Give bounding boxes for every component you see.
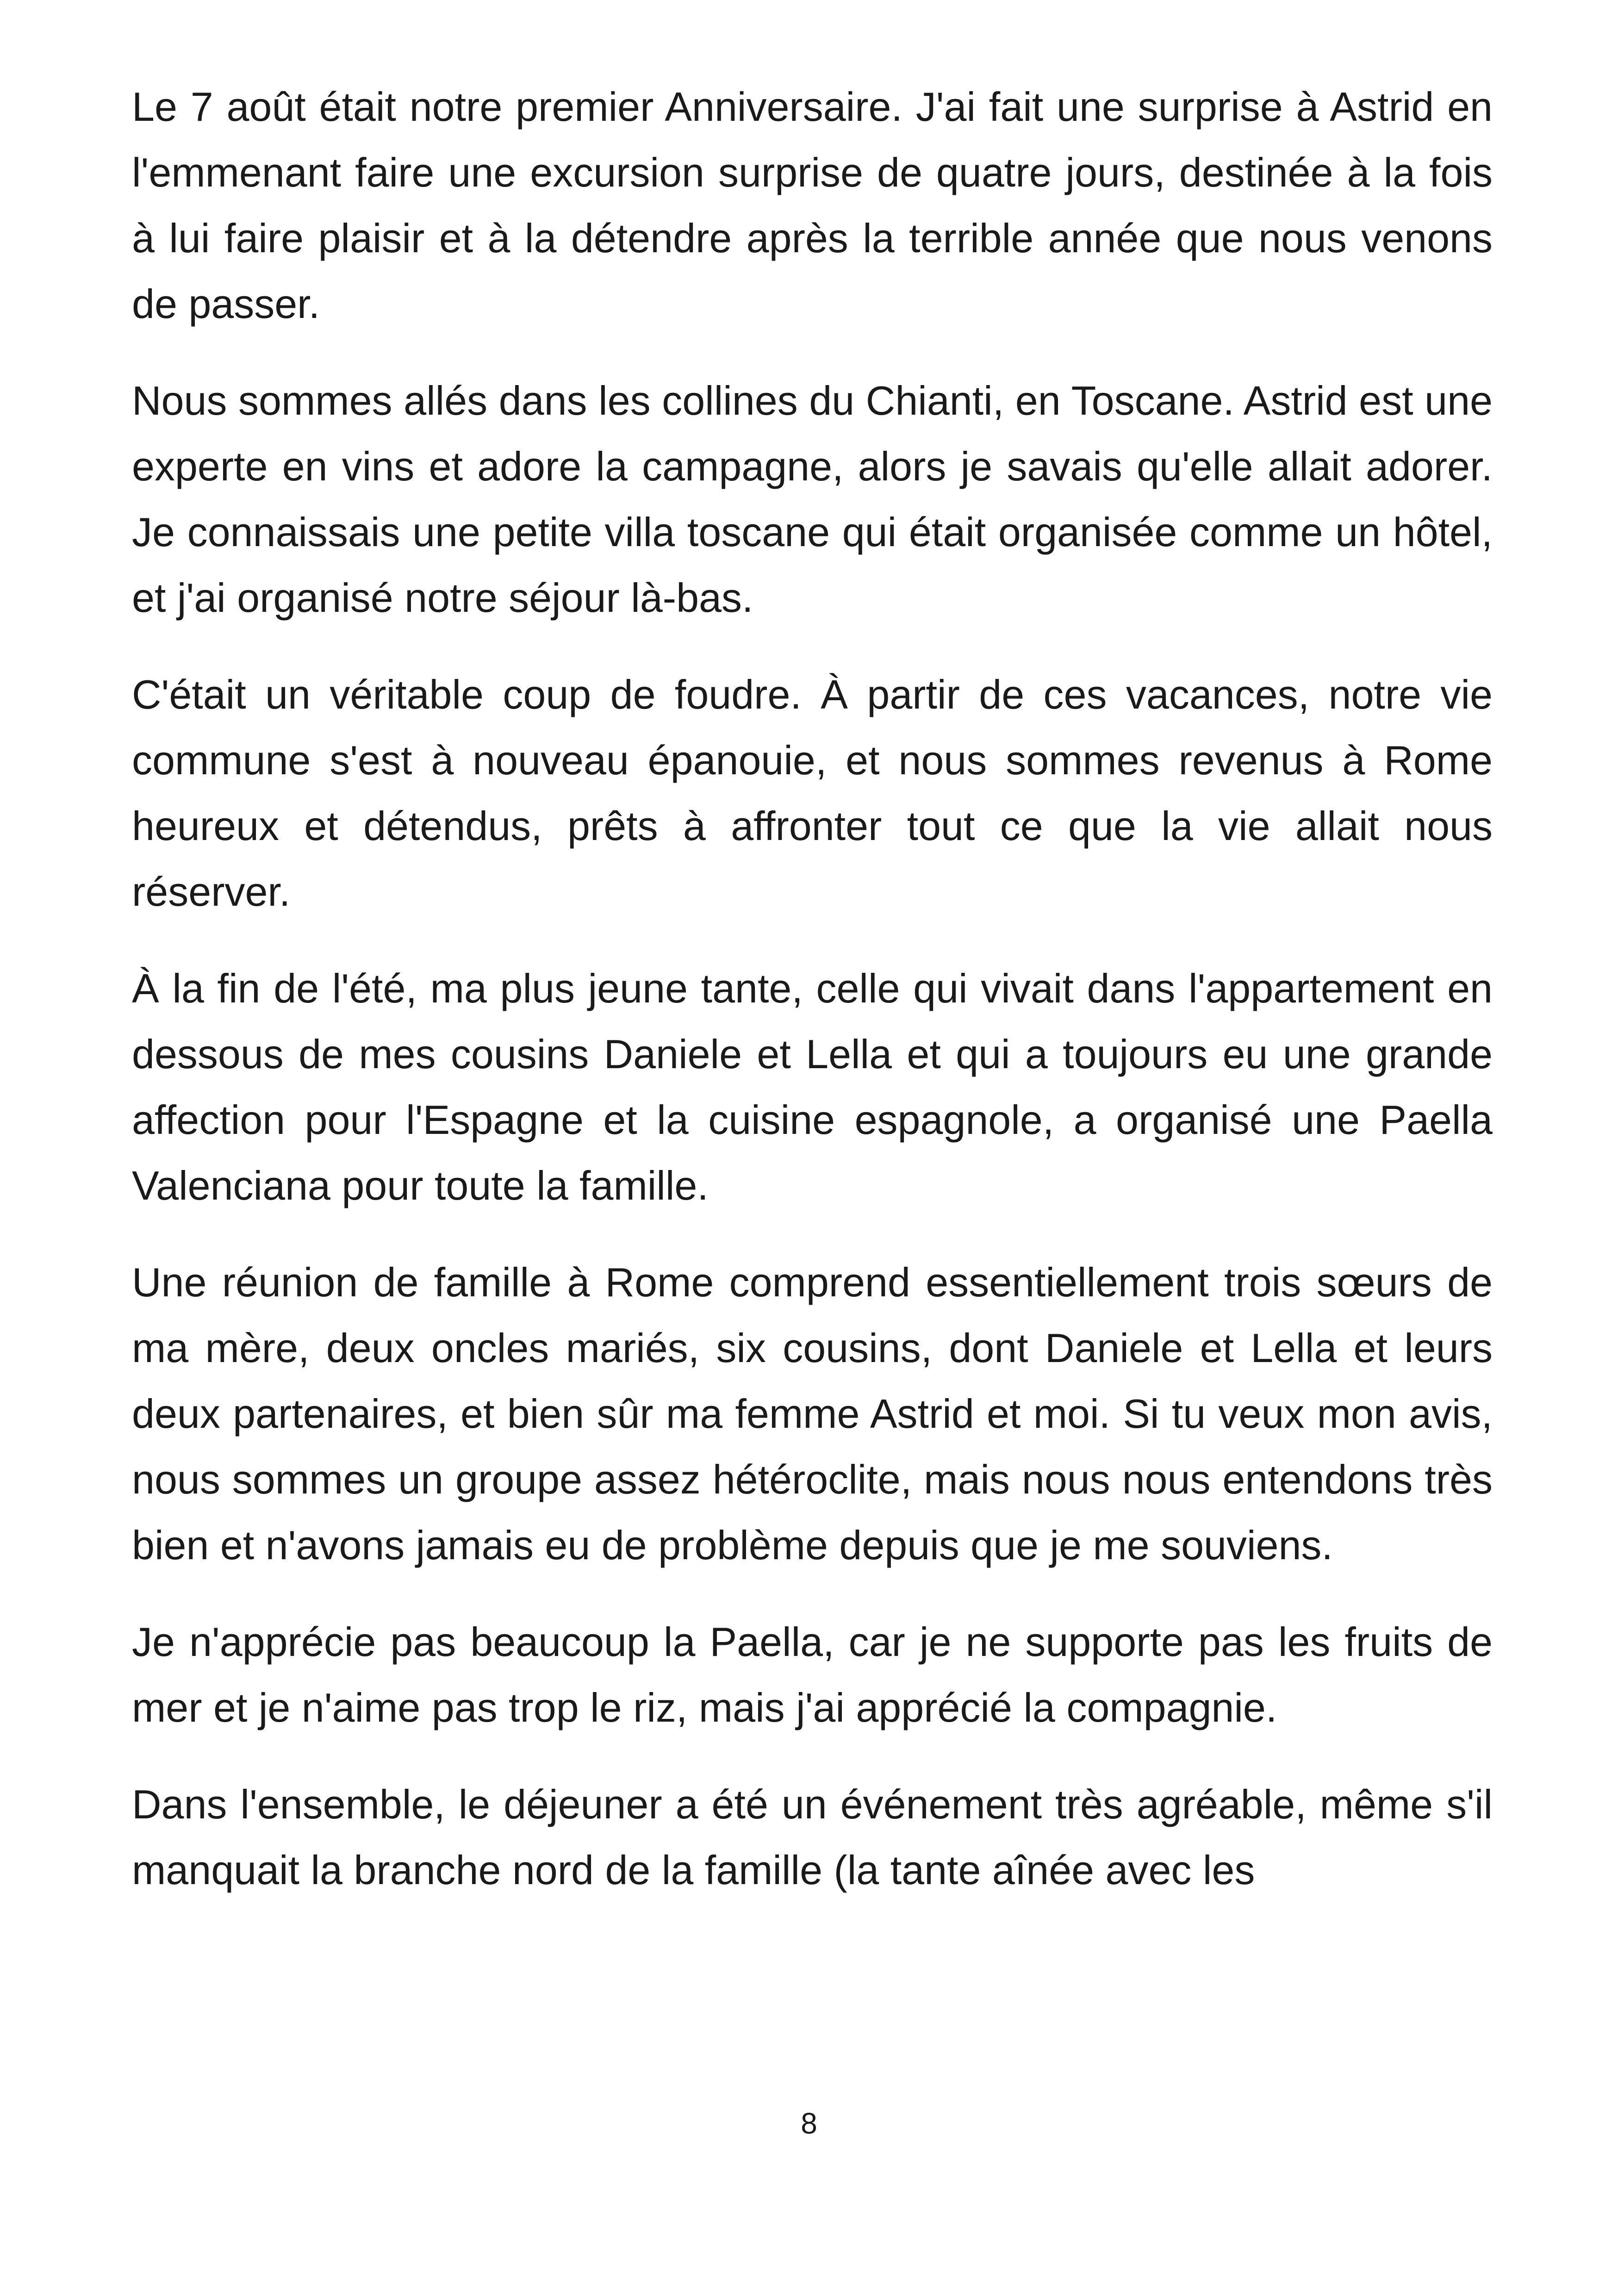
- paragraph-chianti: Nous sommes allés dans les collines du Chianti, en Toscane. Astrid est une experte en vins et adore la campagne, alors je savais qu'elle allait adorer. Je connaissais une petite villa toscane qui était organisée comme un hôtel, et j'ai organisé notre séjour là-bas.: [132, 378, 1493, 621]
- paragraph-coup-de-foudre: C'était un véritable coup de foudre. À partir de ces vacances, notre vie commune s'est à nouveau épanouie, et nous sommes revenus à Rome heureux et détendus, prêts à affronter tout ce que la vie allait nous réserver.: [132, 672, 1493, 915]
- paragraph-family-reunion: Une réunion de famille à Rome comprend essentiellement trois sœurs de ma mère, deux oncles mariés, six cousins, dont Daniele et Lella et leurs deux partenaires, et bien sûr ma femme Astrid et moi. Si tu veux mon avis, nous sommes un groupe assez hétéroclite, mais nous nous entendons très bien et n'avons jamais eu de problème depuis que je me souviens.: [132, 1259, 1493, 1568]
- page-number: 8: [801, 2107, 817, 2140]
- paragraph-paella-invitation: À la fin de l'été, ma plus jeune tante, celle qui vivait dans l'appartement en dessous de mes cousins Daniele et Lella et qui a toujours eu une grande affection pour l'Espagne et la cuisine espagnole, a organisé une Paella Valenciana pour toute la famille.: [132, 965, 1493, 1208]
- paragraph-anniversary: Le 7 août était notre premier Anniversaire. J'ai fait une surprise à Astrid en l'emmenant faire une excursion surprise de quatre jours, destinée à la fois à lui faire plaisir et à la détendre après la terrible année que nous venons de passer.: [132, 84, 1493, 327]
- paragraph-lunch-summary: Dans l'ensemble, le déjeuner a été un événement très agréable, même s'il manquait la branche nord de la famille (la tante aînée avec les: [132, 1781, 1493, 1893]
- paragraph-paella-opinion: Je n'apprécie pas beaucoup la Paella, car je ne supporte pas les fruits de mer et je n'aime pas trop le riz, mais j'ai apprécié la compagnie.: [132, 1619, 1493, 1730]
- body-text: [132, 74, 1493, 1934]
